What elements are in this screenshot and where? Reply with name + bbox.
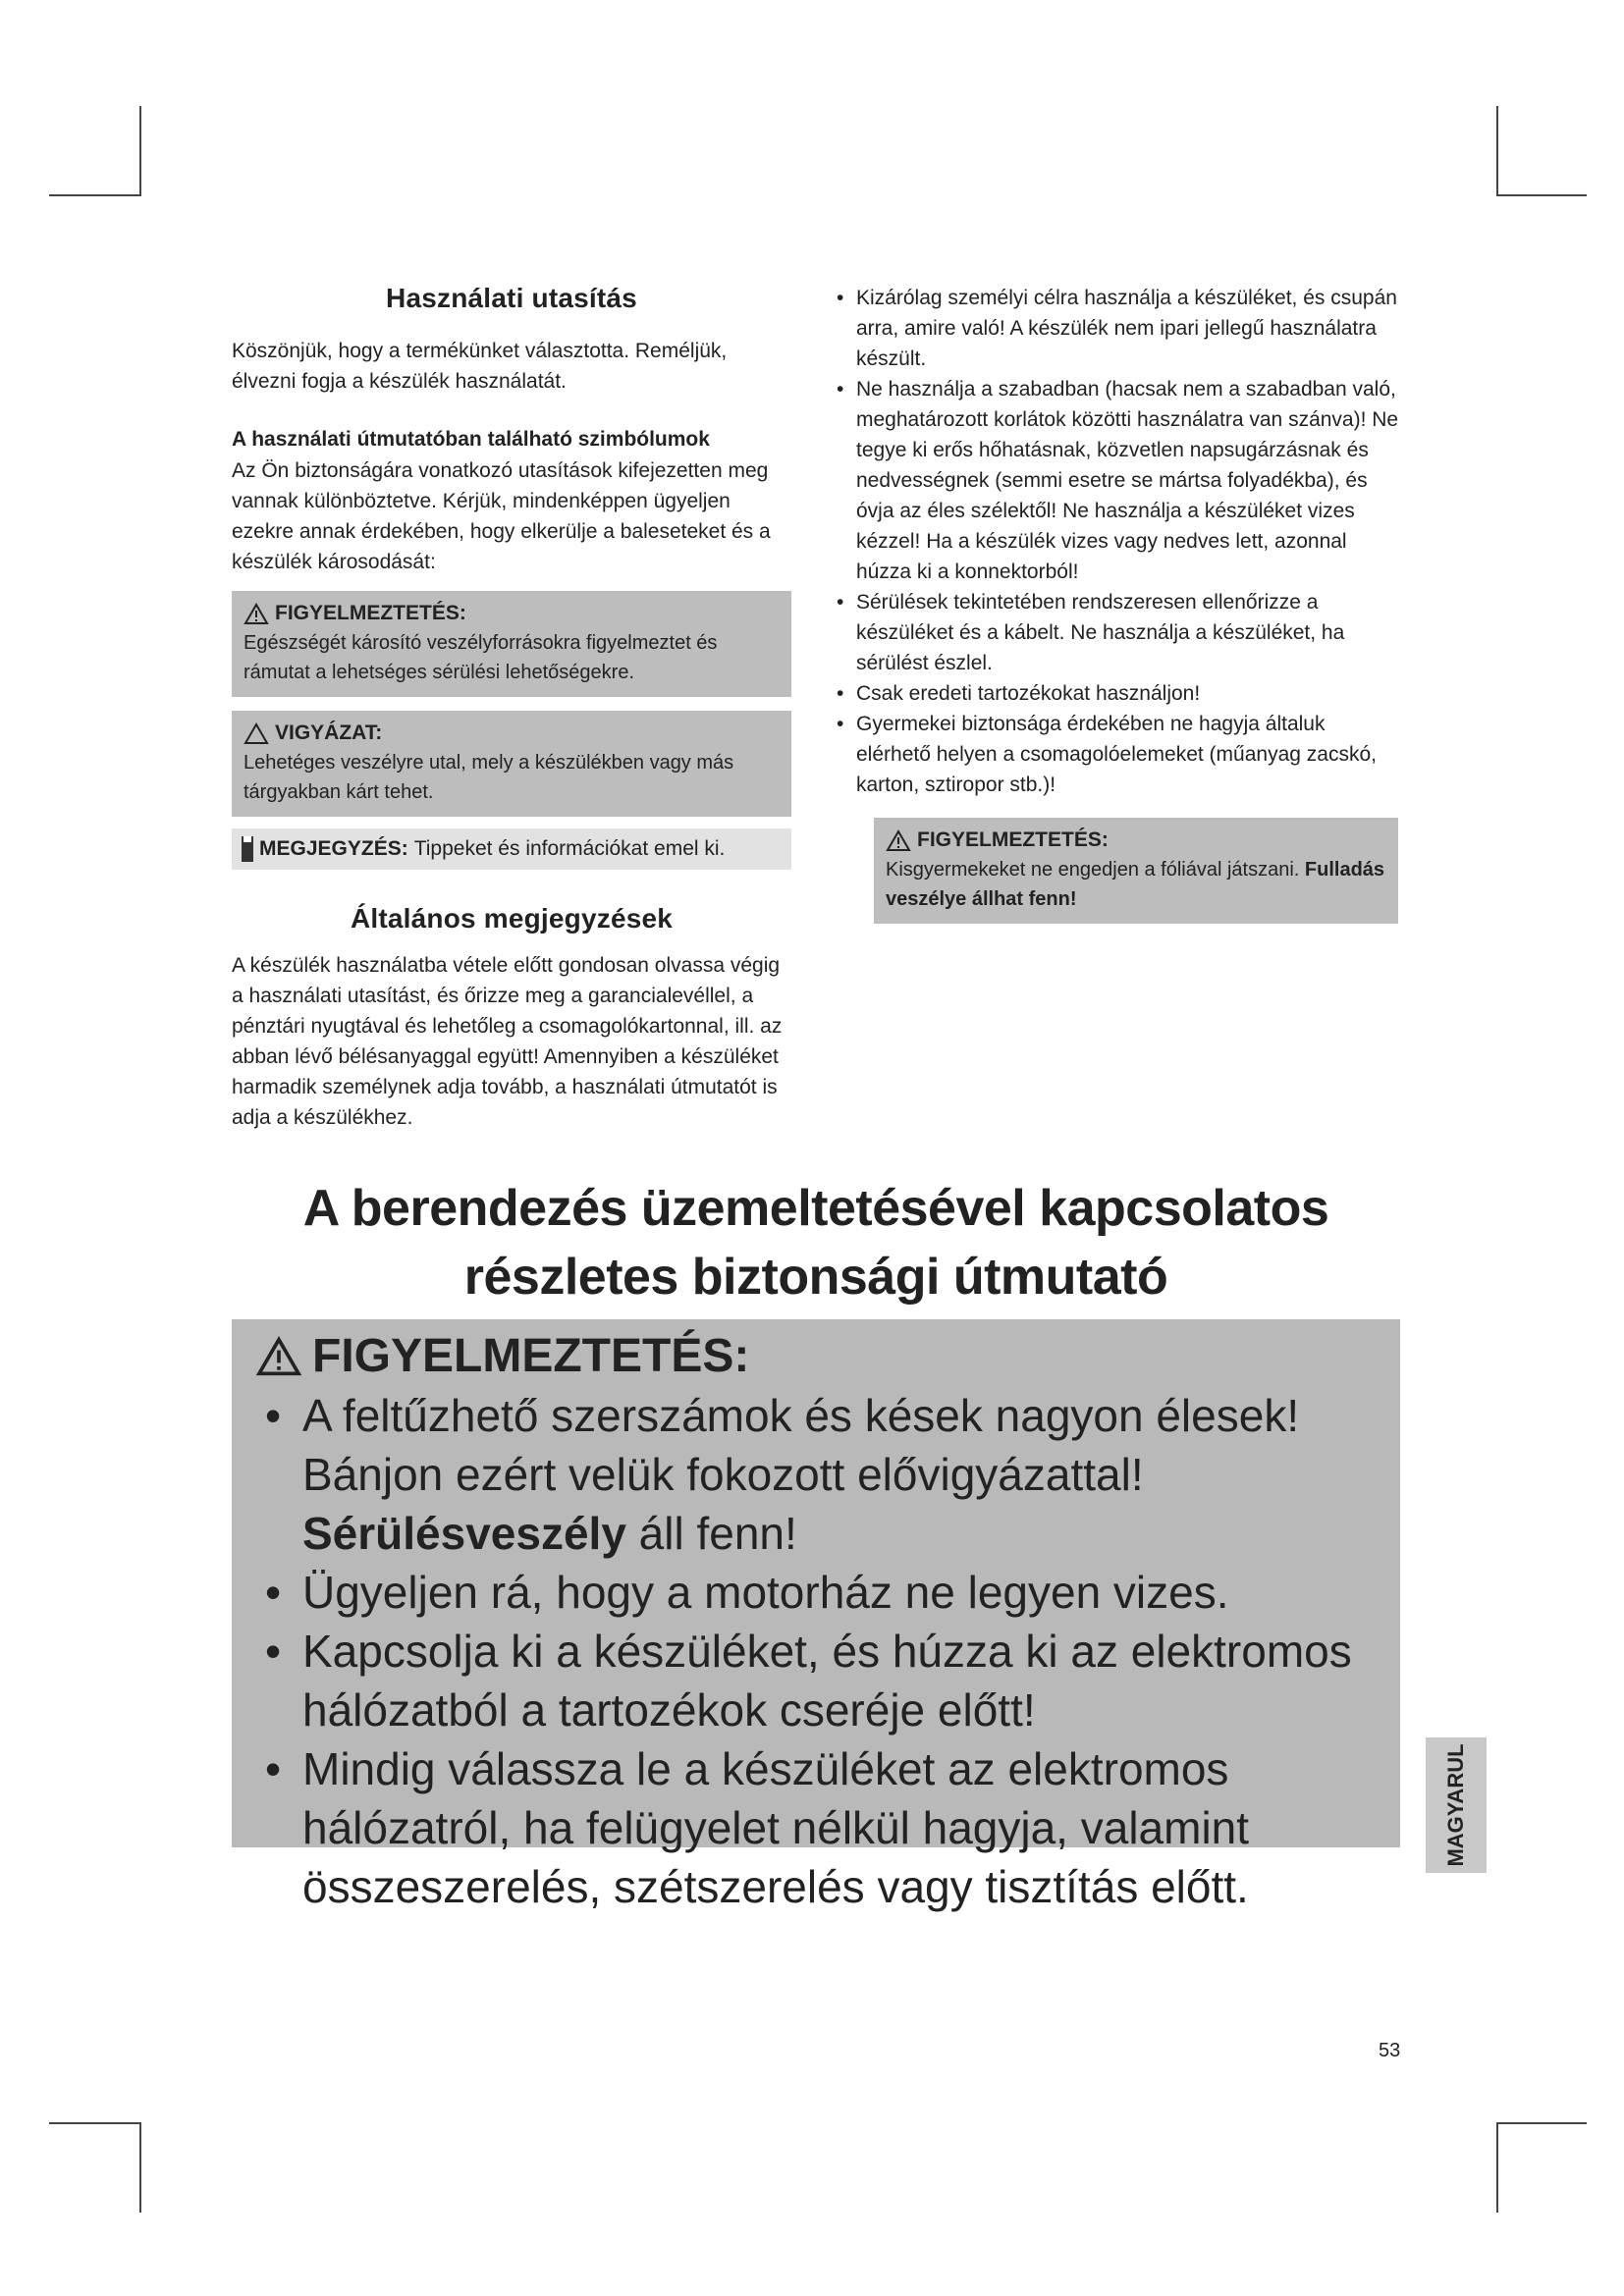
safety-title-line2: részletes biztonsági útmutató	[463, 1249, 1168, 1306]
warning-triangle-icon	[886, 829, 911, 852]
note-label: MEGJEGYZÉS:	[259, 837, 408, 860]
list-item: • Ne használja a szabadban (hacsak nem a szabadban való, meghatározott korlátok közötti használatra van szánva)! Ne tegye ki erős hőhatásnak, közvetlen napsugárzásnak és nedvességnek (semmi esetre se mártsa folyadékba), és óvja az éles szélektől! Ne használja a készüléket vizes kézzel! Ha a készülék vizes vagy nedves lett, azonnal húzza ki a konnektorból!	[833, 374, 1402, 587]
page-title: Használati utasítás	[386, 283, 637, 313]
list-item: • Mindig válassza le a készüléket az elektromos hálózatról, ha felügyelet nélkül hagyja, valamint összeszerelés, szétszerelés vagy tisztítás előtt.	[255, 1739, 1377, 1916]
warning-triangle-icon	[244, 603, 269, 625]
warning-text: Kisgyermekeket ne engedjen a fóliával játszani.	[886, 859, 1300, 881]
info-icon	[242, 836, 253, 862]
safety-bullet-list	[833, 283, 1402, 800]
caution-triangle-icon	[244, 722, 269, 745]
crop-mark-tr-v	[1496, 106, 1498, 196]
list-item: • Gyermekei biztonsága érdekében ne hagyja általuk elérhető helyen a csomagolóelemeket (műanyag zacskó, karton, sztiropor stb.)!	[833, 709, 1402, 800]
symbols-heading: A használati útmutatóban található szimbólumok	[232, 428, 710, 451]
crop-mark-br-h	[1496, 2122, 1587, 2124]
caution-text: Lehetéges veszélyre utal, mely a készülékben vagy más tárgyakban kárt tehet.	[244, 752, 734, 803]
list-item: • A feltűzhető szerszámok és kések nagyon élesek! Bánjon ezért velük fokozott elővigyázattal! Sérülésveszély áll fenn!	[255, 1386, 1377, 1563]
safety-title-line1: A berendezés üzemeltetésével kapcsolatos	[302, 1180, 1329, 1237]
warning-label: FIGYELMEZTETÉS:	[275, 602, 466, 624]
caution-box	[232, 711, 791, 817]
language-tab-label: MAGYARUL	[1443, 1743, 1468, 1867]
list-item: • Kapcsolja ki a készüléket, és húzza ki az elektromos hálózatból a tartozékok cseréje előtt!	[255, 1622, 1377, 1739]
left-column	[232, 283, 791, 1133]
warning-triangle-icon	[255, 1336, 302, 1377]
symbols-text: Az Ön biztonságára vonatkozó utasítások kifejezetten meg vannak különböztetve. Kérjük, mindenképpen ügyeljen ezekre annak érdekében, hogy elkerülje a baleseteket és a készülék károsodását:	[232, 459, 771, 573]
warning-box	[232, 591, 791, 697]
note-box	[232, 828, 791, 870]
list-item: • Csak eredeti tartozékokat használjon!	[833, 678, 1402, 709]
warning-text: Egészségét károsító veszélyforrásokra figyelmeztet és rámutat a lehetséges sérülési lehetőségekre.	[244, 632, 718, 683]
crop-mark-tr-h	[1496, 194, 1587, 196]
caution-label: VIGYÁZAT:	[275, 721, 383, 744]
list-item: • Sérülések tekintetében rendszeresen ellenőrizze a készüléket és a kábelt. Ne használja a készüléket, ha sérülést észlel.	[833, 587, 1402, 678]
crop-mark-bl-v	[139, 2122, 141, 2213]
child-warning-box	[874, 818, 1398, 924]
language-tab	[1426, 1737, 1487, 1873]
warning-bold-text: Fulladás veszélye állhat fenn!	[886, 859, 1385, 910]
safety-title	[232, 1174, 1400, 1311]
list-item: • Kizárólag személyi célra használja a készüléket, és csupán arra, amire való! A készülék nem ipari jellegű használatra készült.	[833, 283, 1402, 374]
intro-text: Köszönjük, hogy a termékünket választotta. Reméljük, élvezni fogja a készülék használatát.	[232, 340, 728, 393]
safety-warning-box	[232, 1319, 1400, 1912]
page-number: 53	[1379, 2040, 1401, 2061]
general-title: Általános megjegyzések	[350, 903, 674, 934]
crop-mark-bl-h	[49, 2122, 141, 2124]
right-column	[833, 283, 1402, 924]
warning-label: FIGYELMEZTETÉS:	[917, 828, 1109, 851]
crop-mark-tl-v	[139, 106, 141, 196]
safety-warning-label: FIGYELMEZTETÉS:	[312, 1330, 750, 1382]
safety-warning-list	[255, 1386, 1377, 1916]
crop-mark-tl-h	[49, 194, 141, 196]
crop-mark-br-v	[1496, 2122, 1498, 2213]
list-item: • Ügyeljen rá, hogy a motorház ne legyen vizes.	[255, 1563, 1377, 1622]
note-text: Tippeket és információkat emel ki.	[413, 837, 726, 860]
general-text: A készülék használatba vétele előtt gondosan olvassa végig a használati utasítást, és őrizze meg a garancialevéllel, a pénztári nyugtával és lehetőleg a csomagolókartonnal, ill. az abban lévő bélésanyaggal együtt! Amennyiben a készüléket harmadik személynek adja tovább, a használati útmutatót is adja a készülékhez.	[232, 954, 783, 1129]
